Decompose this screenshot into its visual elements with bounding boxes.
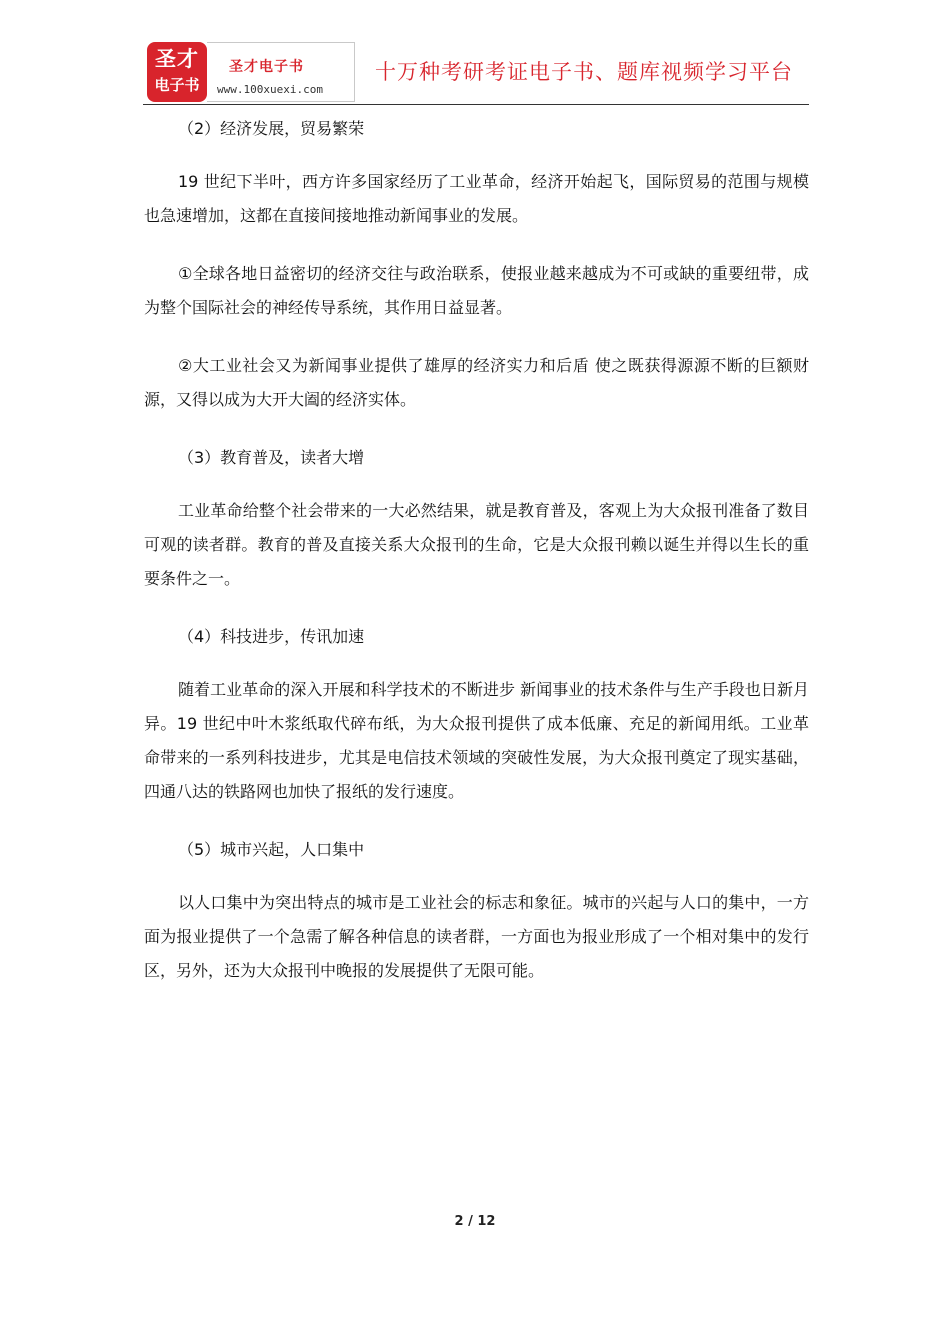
document-body: [144, 112, 809, 1012]
header-slogan: 十万种考研考证电子书、题库视频学习平台: [375, 60, 793, 84]
logo-text-bottom: 电子书: [154, 76, 200, 94]
body-paragraph: ①全球各地日益密切的经济交往与政治联系，使报业越来越成为不可或缺的重要纽带，成为整个国际社会的神经传导系统，其作用日益显著。: [144, 264, 809, 317]
section-heading: （4）科技进步，传讯加速: [178, 627, 365, 646]
body-paragraph: 随着工业革命的深入开展和科学技术的不断进步 新闻事业的技术条件与生产手段也日新月异。19 世纪中叶木浆纸取代碎布纸，为大众报刊提供了成本低廉、充足的新闻用纸。工业革命带来的一系列科技进步，尤其是电信技术领域的突破性发展，为大众报刊奠定了现实基础，四通八达的铁路网也加快了报纸的发行速度。: [144, 680, 809, 801]
header-divider: [143, 104, 809, 105]
brand-url: www.100xuexi.com: [217, 83, 323, 96]
brand-box: [207, 42, 355, 102]
page-header: [143, 42, 809, 105]
section-heading: （2）经济发展，贸易繁荣: [178, 119, 365, 138]
section-heading: （3）教育普及，读者大增: [178, 448, 365, 467]
page-number: 2 / 12: [454, 1214, 496, 1229]
shengcai-logo: [147, 42, 207, 102]
logo-text-top: 圣才: [155, 47, 199, 71]
body-paragraph: 以人口集中为突出特点的城市是工业社会的标志和象征。城市的兴起与人口的集中，一方面为报业提供了一个急需了解各种信息的读者群，一方面也为报业形成了一个相对集中的发行区，另外，还为大众报刊中晚报的发展提供了无限可能。: [144, 893, 809, 980]
body-paragraph: 工业革命给整个社会带来的一大必然结果，就是教育普及，客观上为大众报刊准备了数目可观的读者群。教育的普及直接关系大众报刊的生命，它是大众报刊赖以诞生并得以生长的重要条件之一。: [144, 501, 809, 588]
body-paragraph: ②大工业社会又为新闻事业提供了雄厚的经济实力和后盾 使之既获得源源不断的巨额财源，又得以成为大开大阖的经济实体。: [144, 356, 809, 409]
brand-name: 圣才电子书: [229, 59, 304, 75]
section-heading: （5）城市兴起，人口集中: [178, 840, 365, 859]
body-paragraph: 19 世纪下半叶，西方许多国家经历了工业革命，经济开始起飞，国际贸易的范围与规模也急速增加，这都在直接间接地推动新闻事业的发展。: [144, 172, 809, 225]
